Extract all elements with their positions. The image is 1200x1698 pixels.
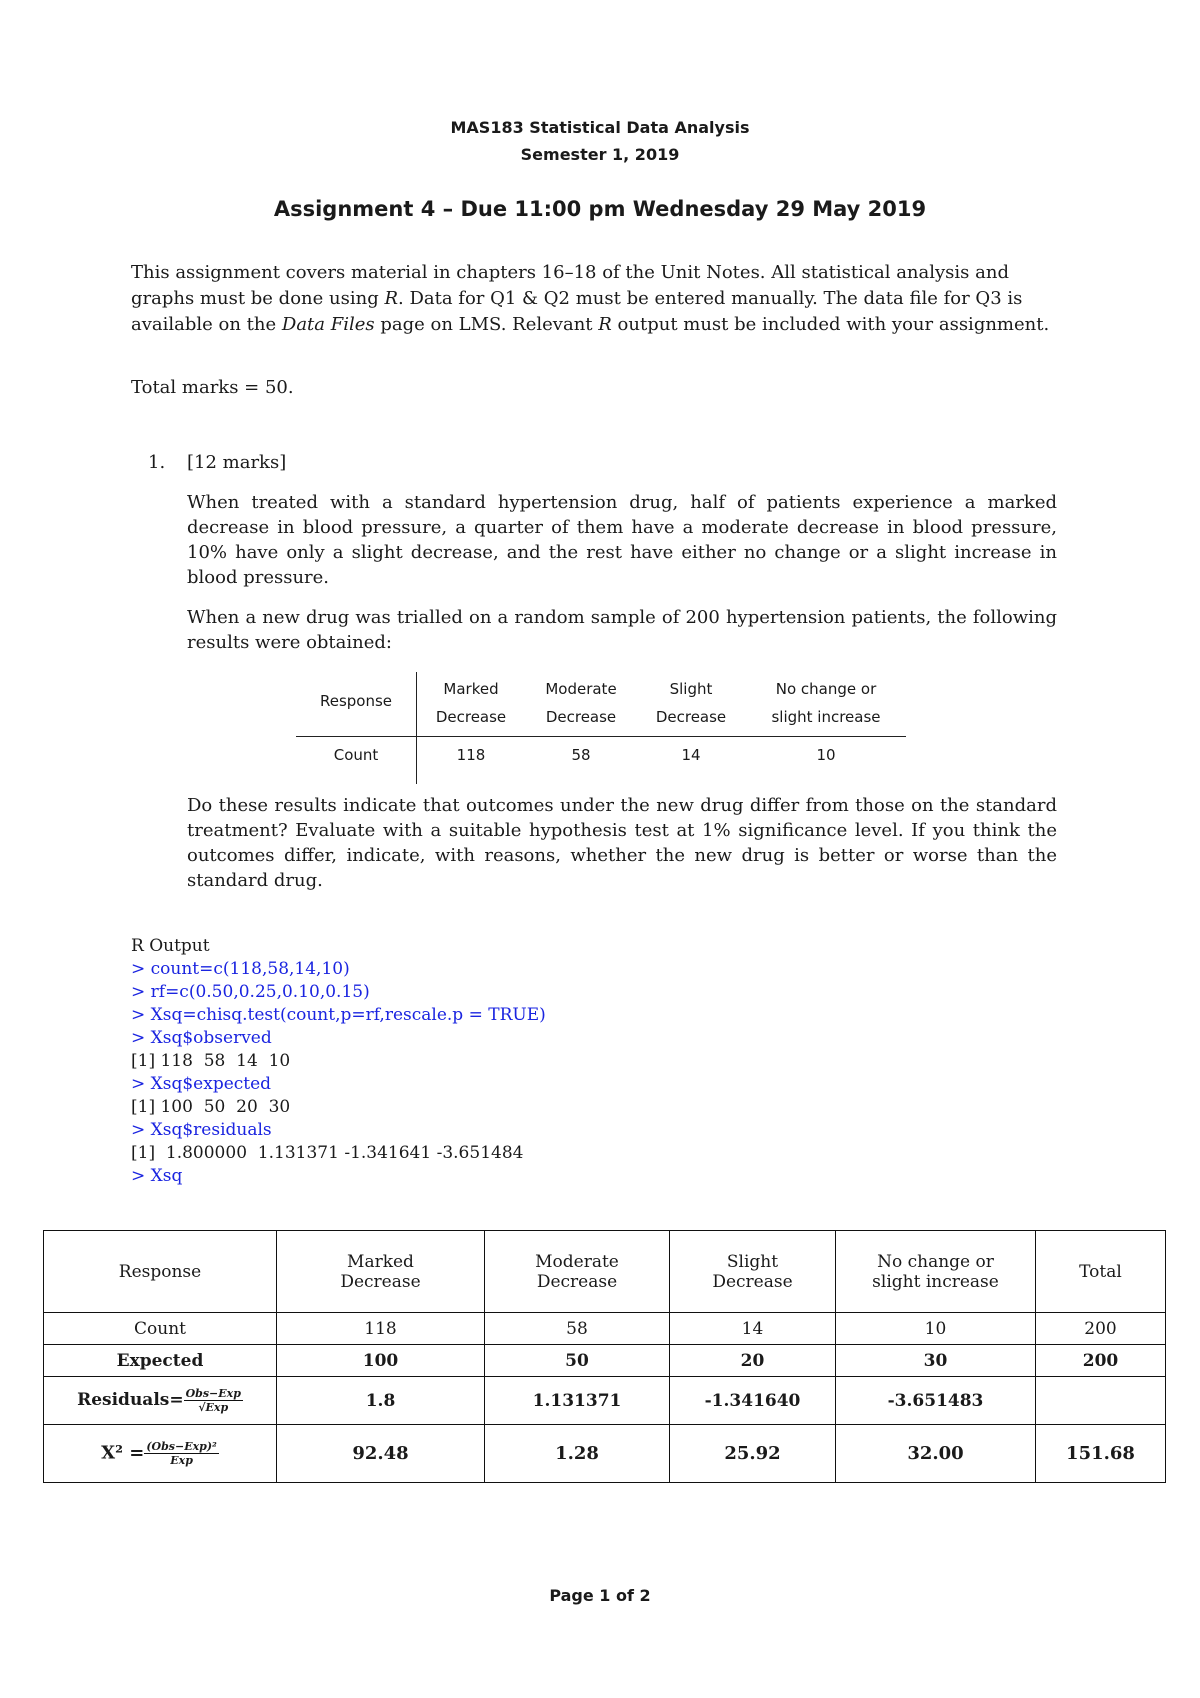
r-command-line: > count=c(118,58,14,10) xyxy=(131,959,350,979)
count-cell: 58 xyxy=(485,1313,670,1345)
expected-cell: 200 xyxy=(1036,1345,1166,1377)
table-row xyxy=(44,1377,1166,1425)
table1-col3-l1: Slight xyxy=(669,680,713,698)
r-output-block xyxy=(131,935,546,1188)
r-command-line: > Xsq$residuals xyxy=(131,1120,272,1140)
table1-count-cell: 118 xyxy=(456,746,486,764)
intro-paragraph: This assignment covers material in chapters 16–18 of the Unit Notes. All statistical analysis and graphs must be done using R. Data for Q1 & Q2 must be entered manually. The data file for Q3 is available on the Data Files page on LMS. Relevant R output must be included with your assignment. xyxy=(131,262,1050,335)
r-command-line: > Xsq=chisq.test(count,p=rf,rescale.p = TRUE) xyxy=(131,1005,546,1025)
count-cell: 200 xyxy=(1036,1313,1166,1345)
r-result-line: [1] 1.800000 1.131371 -1.341641 -3.651484 xyxy=(131,1143,524,1163)
chisq-cell: 25.92 xyxy=(670,1425,836,1483)
r-command-line: > Xsq xyxy=(131,1166,183,1186)
residual-cell xyxy=(1036,1377,1166,1425)
chisq-cell: 1.28 xyxy=(485,1425,670,1483)
count-cell: 10 xyxy=(836,1313,1036,1345)
residual-cell: 1.131371 xyxy=(485,1377,670,1425)
table-row xyxy=(44,1313,1166,1345)
chisq-cell: 32.00 xyxy=(836,1425,1036,1483)
table1-count-cell: 10 xyxy=(816,746,836,764)
table-row xyxy=(44,1345,1166,1377)
course-title: MAS183 Statistical Data Analysis xyxy=(450,118,750,137)
question-paragraph-3: Do these results indicate that outcomes under the new drug differ from those on the standard treatment? Evaluate with a suitable hypothesis test at 1% significance level. If you think the outcomes differ, indicate, with reasons, whether the new drug is better or worse than the standard drug. xyxy=(187,795,1057,891)
expected-cell: 100 xyxy=(277,1345,485,1377)
total-marks: Total marks = 50. xyxy=(131,377,294,398)
r-output-title: R Output xyxy=(131,936,210,956)
question-paragraph-2: When a new drug was trialled on a random sample of 200 hypertension patients, the following results were obtained: xyxy=(187,607,1057,653)
r-result-line: [1] 100 50 20 30 xyxy=(131,1097,291,1117)
table1-col3-l2: Decrease xyxy=(655,708,727,726)
r-command-line: > Xsq$observed xyxy=(131,1028,272,1048)
page-number: Page 1 of 2 xyxy=(549,1586,651,1605)
count-label: Count xyxy=(44,1313,277,1345)
chisq-cell: 92.48 xyxy=(277,1425,485,1483)
question-paragraph-1: When treated with a standard hypertension drug, half of patients experience a marked decrease in blood pressure, a quarter of them have a moderate decrease in blood pressure, 10% have only a slight decrease, and the rest have either no change or a slight increase in blood pressure. xyxy=(187,492,1057,588)
table1-count-label: Count xyxy=(333,746,379,764)
chisq-formula: $\frac{\text{(Obs−Exp)²}}{\text{Exp}}$ xyxy=(146,1440,217,1467)
header-marked: Marked Decrease xyxy=(277,1231,485,1313)
r-command-line: > rf=c(0.50,0.25,0.10,0.15) xyxy=(131,982,370,1002)
chisq-cell: 151.68 xyxy=(1036,1425,1166,1483)
semester-label: Semester 1, 2019 xyxy=(520,145,680,164)
expected-label: Expected xyxy=(44,1345,277,1377)
residual-cell: 1.8 xyxy=(277,1377,485,1425)
table1-count-cell: 58 xyxy=(571,746,591,764)
chisq-label: X² = $\frac{\text{(Obs−Exp)²}}{\text{Exp}}$ xyxy=(44,1425,277,1483)
question-number: 1. xyxy=(148,452,166,473)
residuals-label: Residuals= $\frac{\text{Obs−Exp}}{\text{√Exp}}$ xyxy=(44,1377,277,1425)
chisq-calculation-table xyxy=(43,1230,1166,1483)
header-moderate: Moderate Decrease xyxy=(485,1231,670,1313)
table-row xyxy=(44,1425,1166,1483)
table1-col1-l2: Decrease xyxy=(435,708,507,726)
table1-col4-l1: No change or xyxy=(775,680,877,698)
table1-col1-l1: Marked xyxy=(443,680,499,698)
header-total: Total xyxy=(1036,1231,1166,1313)
table1-col2-l2: Decrease xyxy=(545,708,617,726)
residual-cell: -1.341640 xyxy=(670,1377,836,1425)
expected-cell: 30 xyxy=(836,1345,1036,1377)
table1-divider-horizontal xyxy=(296,736,906,737)
r-command-line: > Xsq$expected xyxy=(131,1074,272,1094)
count-cell: 118 xyxy=(277,1313,485,1345)
header-nochange: No change or slight increase xyxy=(836,1231,1036,1313)
assignment-title: Assignment 4 – Due 11:00 pm Wednesday 29 May 2019 xyxy=(273,197,927,221)
header-response: Response xyxy=(44,1231,277,1313)
count-cell: 14 xyxy=(670,1313,836,1345)
table-header-row xyxy=(44,1231,1166,1313)
table1-row-label: Response xyxy=(319,692,393,710)
header-slight: Slight Decrease xyxy=(670,1231,836,1313)
table1-count-cell: 14 xyxy=(681,746,701,764)
residual-cell: -3.651483 xyxy=(836,1377,1036,1425)
table1-col4-l2: slight increase xyxy=(771,708,881,726)
residuals-formula: $\frac{\text{Obs−Exp}}{\text{√Exp}}$ xyxy=(185,1387,241,1414)
expected-cell: 50 xyxy=(485,1345,670,1377)
table1-col2-l1: Moderate xyxy=(545,680,617,698)
question-marks: [12 marks] xyxy=(187,452,287,473)
expected-cell: 20 xyxy=(670,1345,836,1377)
response-count-table xyxy=(296,672,906,784)
r-result-line: [1] 118 58 14 10 xyxy=(131,1051,291,1071)
